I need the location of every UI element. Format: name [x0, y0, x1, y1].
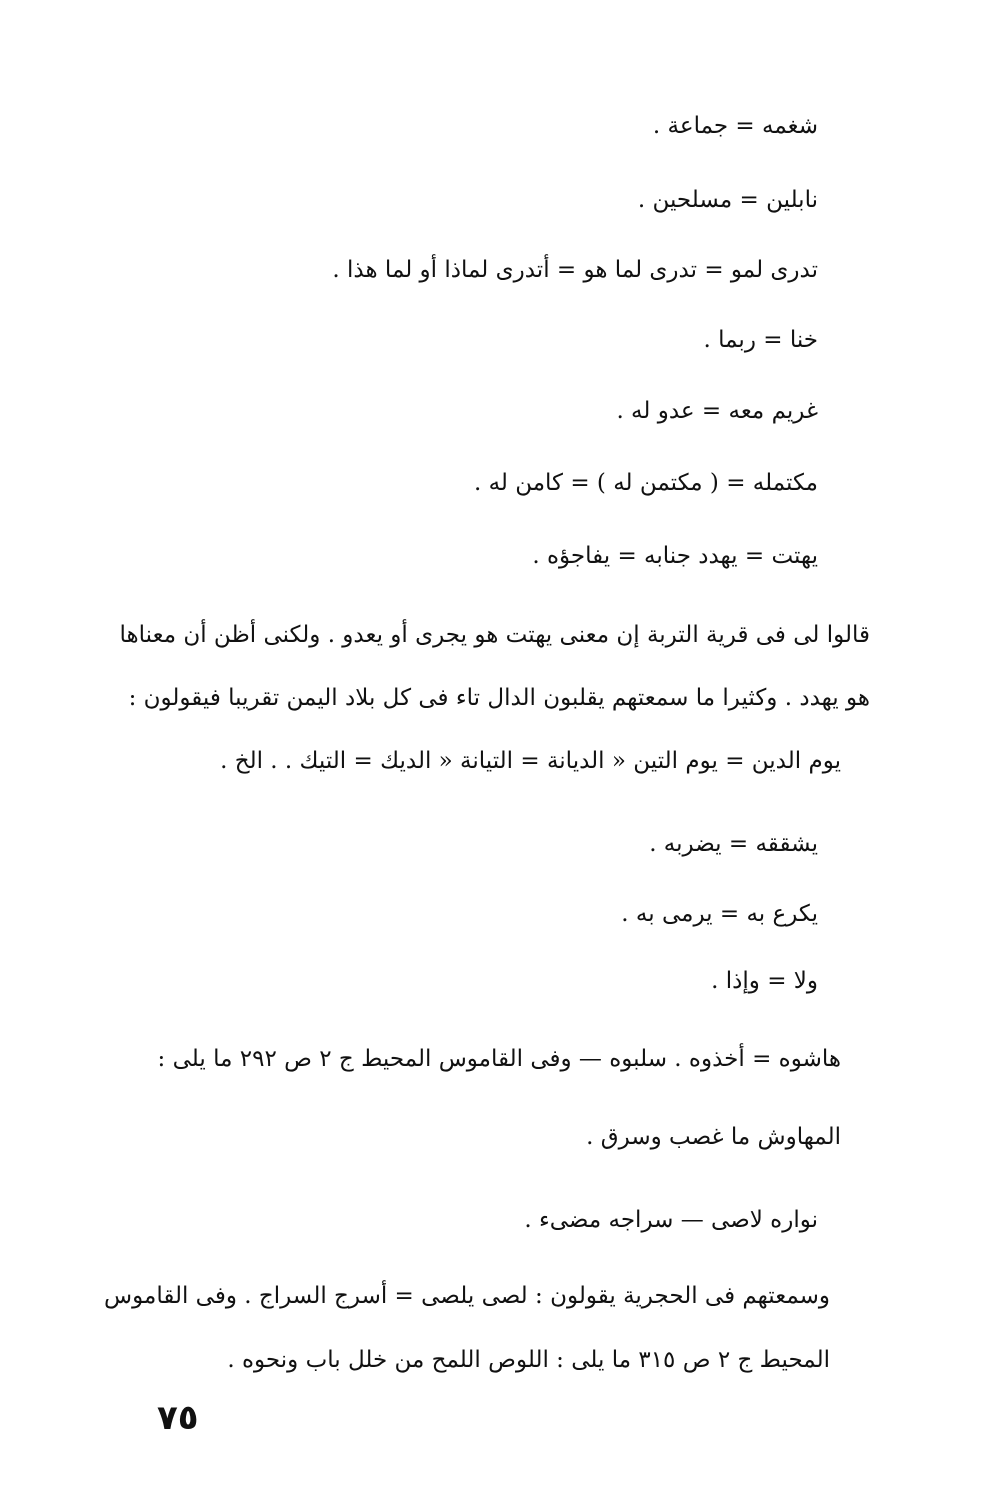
- text-line-1: شغمه = جماعة .: [652, 113, 818, 139]
- text-line-10: يوم الدين = يوم التين « الديانة = التيانة « الديك = التيك . . الخ .: [220, 748, 841, 774]
- text-line-15: المهاوش ما غصب وسرق .: [586, 1124, 841, 1150]
- text-line-17: وسمعتهم فى الحجرية يقولون : لصى يلصى = أسرج السراج . وفى القاموس: [104, 1283, 830, 1309]
- text-line-6: مكتمله = ( مكتمن له ) = كامن له .: [473, 470, 818, 496]
- text-line-16: نواره لاصى — سراجه مضىء .: [524, 1207, 818, 1233]
- text-line-3: تدرى لمو = تدرى لما هو = أتدرى لماذا أو لما هذا .: [332, 257, 818, 283]
- text-line-12: يكرع به = يرمى به .: [621, 901, 818, 927]
- text-line-13: ولا = وإذا .: [711, 968, 818, 994]
- text-line-18: المحيط ج ٢ ص ٣١٥ ما يلى : اللوص اللمح من خلل باب ونحوه .: [227, 1347, 830, 1373]
- text-line-8: قالوا لى فى قرية التربة إن معنى يهتت هو يجرى أو يعدو . ولكنى أظن أن معناها: [119, 622, 870, 648]
- text-line-14: هاشوه = أخذوه . سلبوه — وفى القاموس المحيط ج ٢ ص ٢٩٢ ما يلى :: [157, 1046, 841, 1072]
- text-line-5: غريم معه = عدو له .: [616, 398, 818, 424]
- page-number: ٧٥: [157, 1398, 199, 1438]
- text-line-9: هو يهدد . وكثيرا ما سمعتهم يقلبون الدال تاء فى كل بلاد اليمن تقريبا فيقولون :: [128, 685, 870, 711]
- text-line-2: نابلين = مسلحين .: [637, 187, 818, 213]
- text-line-7: يهتت = يهدد جنابه = يفاجؤه .: [532, 543, 818, 569]
- text-line-11: يشققه = يضربه .: [649, 831, 818, 857]
- text-line-4: خنا = ربما .: [703, 327, 818, 353]
